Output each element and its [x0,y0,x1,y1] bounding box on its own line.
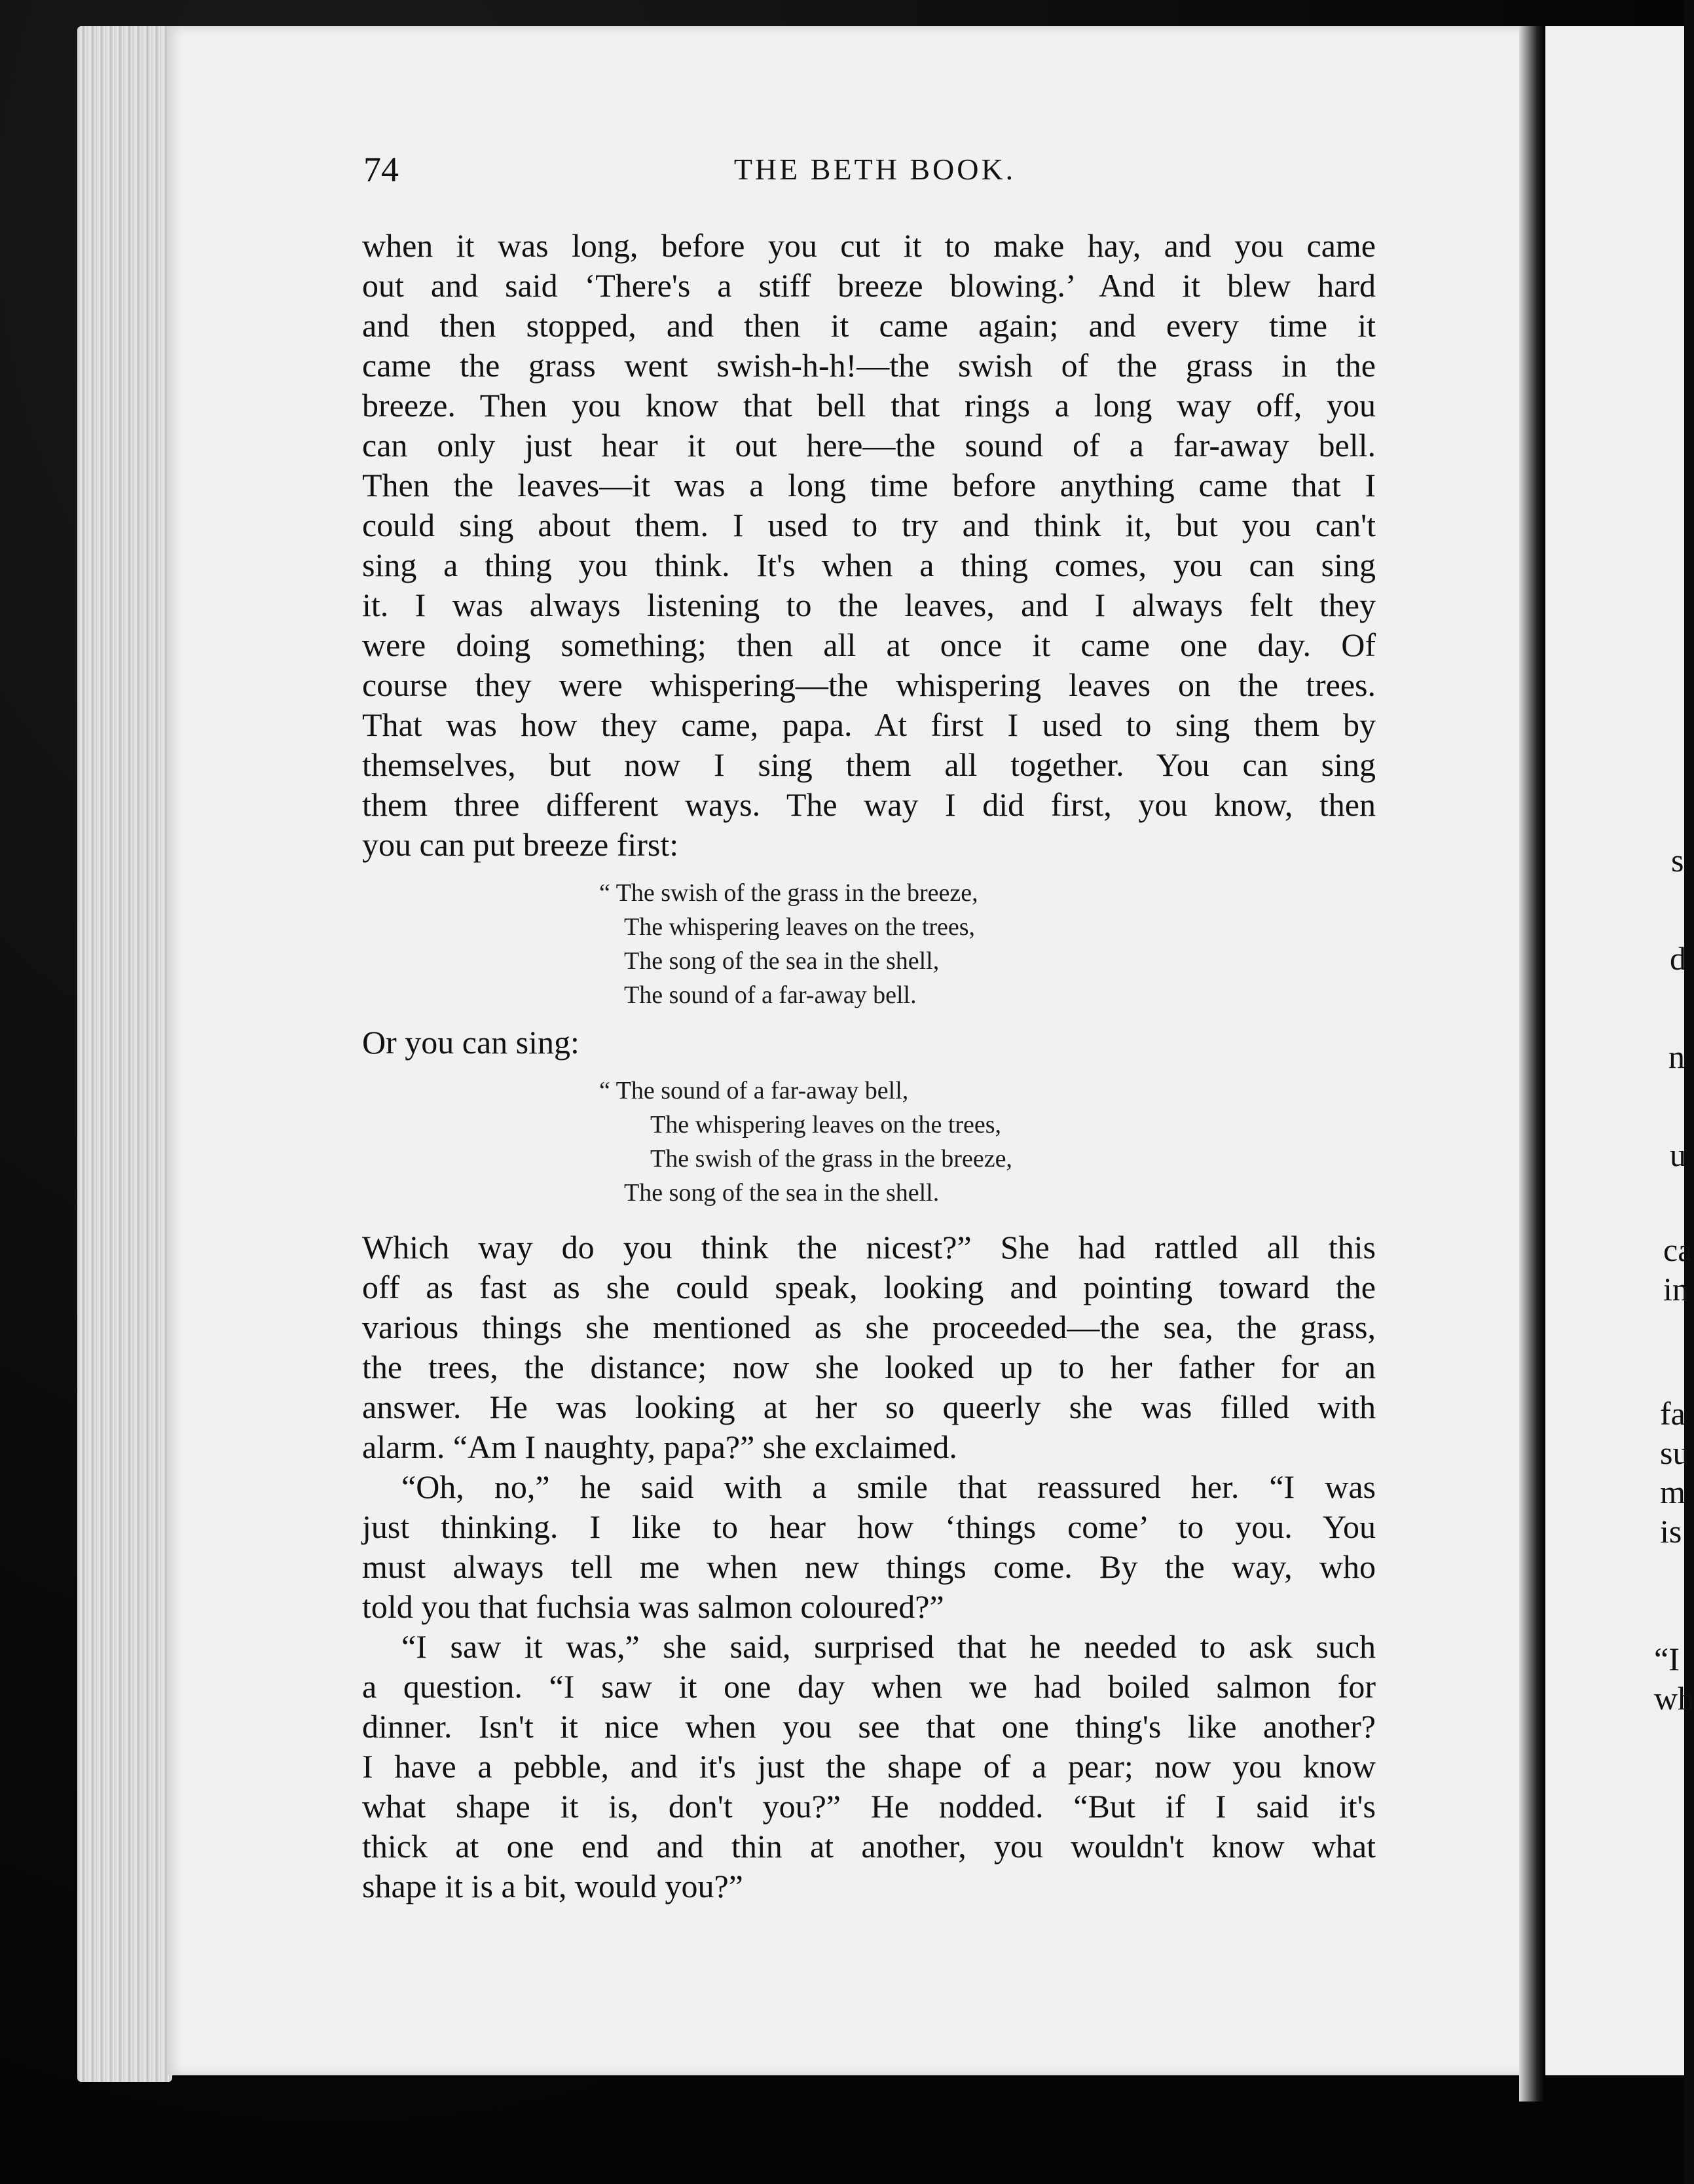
verse-line: The whispering leaves on the trees, [624,913,976,941]
text-line: “I saw it was,” she said, surprised that he needed to ask such [401,1628,1376,1665]
facing-page-fragment: in [1663,1271,1689,1307]
page-edges [77,26,172,2082]
verse-line: The whispering leaves on the trees, [650,1111,1002,1138]
text-line: what shape it is, don't you?” He nodded. “But if I said it's [362,1788,1376,1825]
text-line: breeze. Then you know that bell that rings a long way off, you [362,387,1376,424]
verse-line: The song of the sea in the shell, [624,947,940,975]
text-line: it. I was always listening to the leaves, and I always felt they [362,587,1376,623]
text-line: told you that fuchsia was salmon coloured?” [362,1588,944,1625]
text-line: various things she mentioned as she proceeded—the sea, the grass, [362,1309,1376,1345]
facing-page-fragment: su [1660,1434,1689,1471]
text-line: alarm. “Am I naughty, papa?” she exclaimed. [362,1429,957,1465]
facing-page-fragment: u [1670,1137,1686,1173]
text-line: the trees, the distance; now she looked up to her father for an [362,1349,1376,1385]
verse-line: The sound of a far-away bell. [624,981,917,1009]
text-line: a question. “I saw it one day when we had boiled salmon for [362,1668,1376,1705]
verse-block-2 [599,1074,1012,1210]
text-line: Or you can sing: [362,1024,580,1061]
text-line: I have a pebble, and it's just the shape of a pear; now you know [362,1748,1376,1785]
running-title: THE BETH BOOK. [733,153,1016,186]
text-line: course they were whispering—the whispering leaves on the trees. [362,666,1376,703]
body-text-block-2 [362,1023,1376,1063]
facing-page-fragment: s [1671,842,1684,879]
text-line: when it was long, before you cut it to make hay, and you came [362,227,1376,264]
text-line: off as fast as she could speak, looking and pointing toward the [362,1269,1376,1305]
text-line: and then stopped, and then it came again; and every time it [362,307,1376,344]
text-line: came the grass went swish-h-h!—the swish of the grass in the [362,347,1376,384]
verse-line: The swish of the grass in the breeze, [650,1145,1012,1173]
text-line: answer. He was looking at her so queerly she was filled with [362,1389,1376,1425]
text-line: “Oh, no,” he said with a smile that reassured her. “I was [401,1468,1376,1505]
text-line: could sing about them. I used to try and think it, but you can't [362,507,1376,543]
verse-line: The song of the sea in the shell. [624,1179,940,1207]
facing-page-fragment: wh [1654,1680,1694,1717]
body-text-block-1 [362,226,1376,865]
verse-block-1 [599,876,978,1012]
facing-page-fragment: “I [1654,1641,1680,1677]
text-line: shape it is a bit, would you?” [362,1868,743,1904]
text-line: That was how they came, papa. At first I used to sing them by [362,706,1376,743]
book-gutter [1519,26,1545,2102]
text-line: Which way do you think the nicest?” She had rattled all this [362,1229,1376,1265]
facing-page-fragment: m [1660,1474,1685,1510]
text-line: thick at one end and thin at another, you wouldn't know what [362,1828,1376,1865]
text-line: sing a thing you think. It's when a thing comes, you can sing [362,547,1376,583]
body-text-block-3 [362,1228,1376,1906]
text-line: themselves, but now I sing them all together. You can sing [362,746,1376,783]
facing-page [1526,26,1694,2075]
text-line: just thinking. I like to hear how ‘things come’ to you. You [362,1508,1376,1545]
facing-page-fragment: n [1668,1038,1685,1075]
facing-page-fragment: ca [1663,1231,1693,1268]
text-line: dinner. Isn't it nice when you see that one thing's like another? [362,1708,1376,1745]
verse-line: “ The swish of the grass in the breeze, [599,879,978,907]
page-header [363,149,1386,195]
text-line: Then the leaves—it was a long time before anything came that I [362,467,1376,503]
text-line: can only just hear it out here—the sound of a far-away bell. [362,427,1376,464]
verse-line: “ The sound of a far-away bell, [599,1077,909,1104]
facing-page-fragment: d [1670,940,1686,977]
text-line: must always tell me when new things come. By the way, who [362,1548,1376,1585]
text-line: them three different ways. The way I did first, you know, then [362,786,1376,823]
text-line: were doing something; then all at once it came one day. Of [362,627,1376,663]
facing-page-fragment: is [1660,1513,1682,1550]
facing-page-fragment: fa [1660,1395,1685,1432]
page-number: 74 [363,150,399,189]
text-line: you can put breeze first: [362,826,679,863]
text-line: out and said ‘There's a stiff breeze blowing.’ And it blew hard [362,267,1376,304]
